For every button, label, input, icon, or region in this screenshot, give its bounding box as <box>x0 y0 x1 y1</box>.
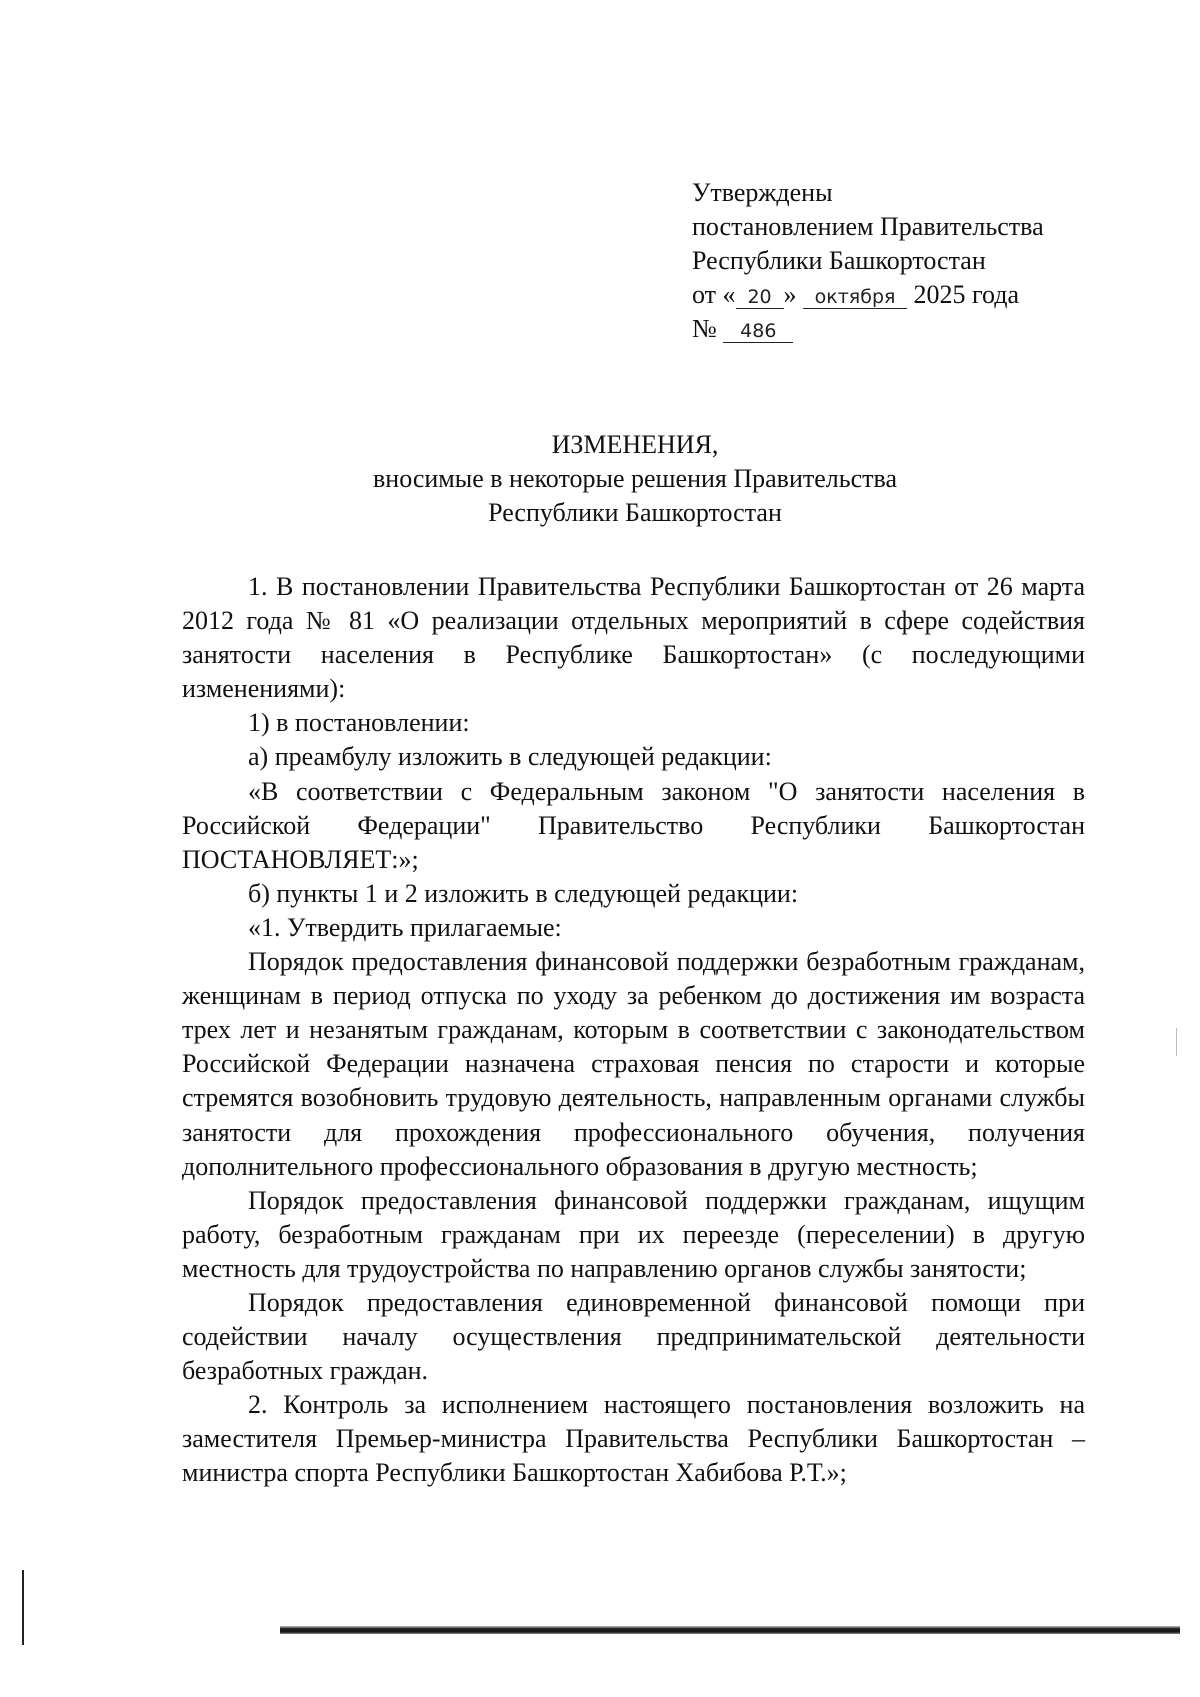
approval-line-approved: Утверждены <box>692 178 833 207</box>
number-field: 486 <box>723 320 793 343</box>
approval-number-line <box>692 312 1044 346</box>
paragraph: «1. Утвердить прилагаемые: <box>248 912 562 942</box>
approval-line-resolution: постановлением Правительства <box>692 212 1044 241</box>
scan-right-edge-mark <box>1176 1028 1177 1056</box>
document-body <box>182 570 1085 1491</box>
paragraph: 1. В постановлении Правительства Республики Башкортостан от 26 марта 2012 года № 81 «О реализации отдельных мероприятий в сфере содействия занятости населения в Республике Башкортостан» (с последующими изменениями): <box>182 572 1085 704</box>
approval-line-republic: Республики Башкортостан <box>692 246 986 275</box>
approval-stamp-block <box>692 176 1044 346</box>
paragraph: а) преамбулу изложить в следующей редакции: <box>248 742 772 772</box>
paragraph: Порядок предоставления финансовой поддержки гражданам, ищущим работу, безработным гражданам при их переезде (переселении) в другую местность для трудоустройства по направлению органов службы занятости; <box>182 1185 1085 1283</box>
paragraph: Порядок предоставления единовременной финансовой помощи при содействии началу осуществления предпринимательской деятельности безработных граждан. <box>182 1287 1085 1386</box>
paragraph: «В соответствии с Федеральным законом "О занятости населения в Российской Федерации" Правительство Республики Башкортостан ПОСТАНОВЛЯЕТ:»; <box>182 776 1085 874</box>
title-sub-line-1: вносимые в некоторые решения Правительства <box>373 464 897 493</box>
paragraph: 2. Контроль за исполнением настоящего постановления возложить на заместителя Премьер-министра Правительства Республики Башкортостан – министра спорта Республики Башкортостан Хабибова Р.Т.»; <box>182 1390 1085 1488</box>
date-prefix: от « <box>692 280 736 309</box>
title-main: ИЗМЕНЕНИЯ, <box>551 430 719 459</box>
document-title <box>0 428 1200 530</box>
date-day-field: 20 <box>736 286 784 309</box>
date-month-field: октября <box>803 286 907 309</box>
date-mid: » <box>783 280 797 309</box>
approval-date-line <box>692 278 1044 312</box>
scan-bottom-edge-bar <box>280 1626 1180 1634</box>
paragraph: Порядок предоставления финансовой поддержки безработным гражданам, женщинам в период отпуска по уходу за ребенком до достижения им возраста трех лет и незанятым гражданам, которым в соответствии с законодательством Российской Федерации назначена страховая пенсия по старости и которые стремятся возобновить трудовую деятельность, направленным органами службы занятости для прохождения профессионального обучения, получения дополнительного профессионального образования в другую местность; <box>182 947 1085 1181</box>
title-sub-line-2: Республики Башкортостан <box>488 498 782 527</box>
paragraph: б) пункты 1 и 2 изложить в следующей редакции: <box>248 878 799 908</box>
scan-left-edge-mark <box>22 1570 24 1645</box>
number-prefix: № <box>692 314 717 343</box>
date-year: 2025 года <box>913 280 1020 309</box>
paragraph: 1) в постановлении: <box>248 708 470 738</box>
